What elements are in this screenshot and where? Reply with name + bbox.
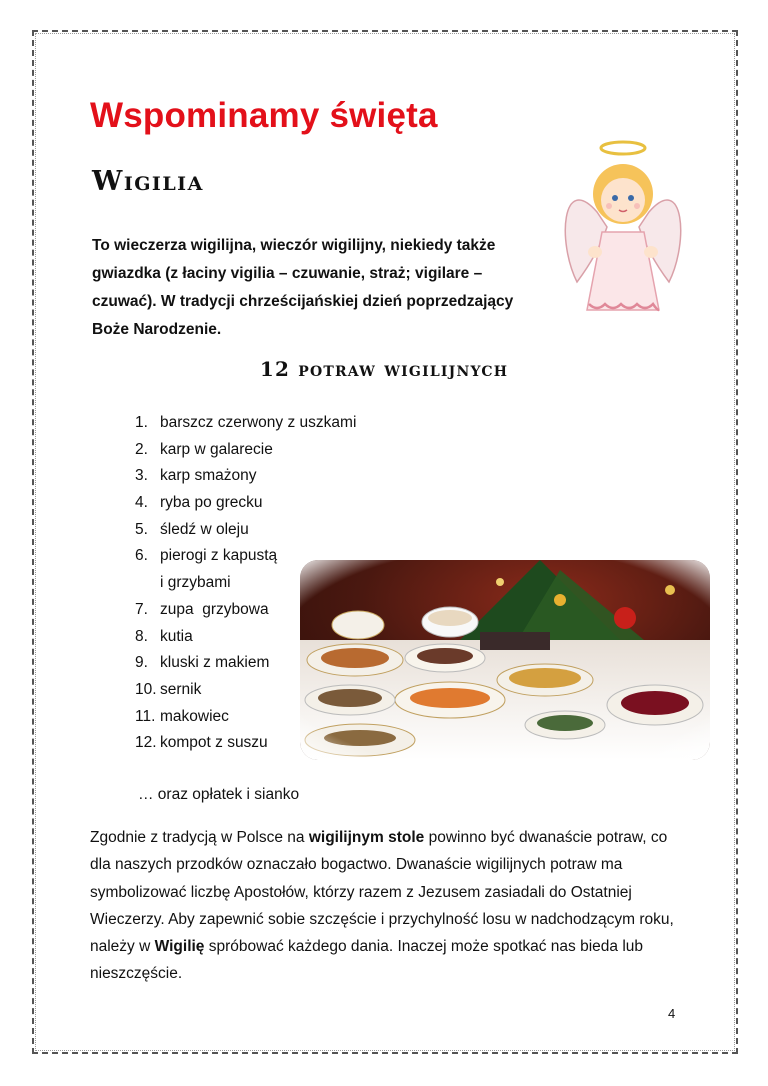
item-text: karp w galarecie bbox=[160, 440, 273, 458]
item-text: kompot z suszu bbox=[160, 734, 268, 752]
list-item bbox=[135, 463, 356, 490]
item-text: makowiec bbox=[160, 707, 229, 725]
intro-line: gwiazdka (z łaciny vigilia – czuwanie, straż; vigilare – bbox=[92, 265, 483, 282]
paragraph-bold: Wigilię bbox=[154, 938, 205, 956]
intro-line: To wieczerza wigilijna, wieczór wigilijny, niekiedy także bbox=[92, 237, 496, 254]
christmas-eve-table-photo bbox=[300, 560, 710, 760]
dishes-heading: 12 potraw wigilijnych bbox=[259, 357, 509, 381]
paragraph-text: powinno być dwanaście potraw, co dla naszych przodków oznaczało bogactwo. Dwanaście wigilijnych potraw ma symbolizować liczbę Apostołów, którzy razem z Jezusem zasiadali do Ostatniej Wieczerzy. Aby zapewnić sobie szczęście i przychylność losu w nadchodzącym roku, należy w bbox=[90, 829, 674, 956]
paragraph-bold: wigilijnym stole bbox=[308, 829, 425, 846]
extra-note: … oraz opłatek i sianko bbox=[138, 786, 300, 803]
paragraph-text: spróbować każdego dania. Inaczej może spotkać nas bieda lub nieszczęście. bbox=[90, 938, 644, 983]
item-text: barszcz czerwony z uszkami bbox=[160, 414, 357, 431]
item-text: pierogi z kapustą bbox=[160, 547, 278, 565]
list-item bbox=[135, 437, 356, 464]
item-text: kutia bbox=[160, 627, 193, 645]
item-number: 9. bbox=[135, 654, 148, 672]
item-text: sernik bbox=[160, 680, 202, 698]
item-number: 1. bbox=[135, 414, 148, 431]
item-number: 10. bbox=[135, 680, 157, 698]
item-number: 5. bbox=[135, 520, 148, 538]
intro-line: czuwać). W tradycji chrześcijańskiej dzień poprzedzający bbox=[92, 293, 514, 310]
angel-illustration bbox=[557, 132, 689, 316]
item-text: śledź w oleju bbox=[160, 520, 249, 538]
list-item bbox=[135, 490, 356, 517]
item-text: karp smażony bbox=[160, 467, 257, 485]
item-number: 11. bbox=[135, 707, 156, 725]
intro-line: Boże Narodzenie. bbox=[92, 321, 222, 338]
paragraph-text: Zgodnie z tradycją w Polsce na bbox=[90, 829, 309, 846]
page-number: 4 bbox=[668, 1006, 676, 1021]
item-number: 2. bbox=[135, 440, 148, 458]
item-text: ryba po grecku bbox=[160, 494, 263, 512]
item-text: kluski z makiem bbox=[160, 654, 270, 672]
list-item bbox=[135, 517, 356, 544]
intro-paragraph bbox=[92, 232, 532, 344]
tradition-paragraph bbox=[90, 824, 690, 988]
item-text: zupa grzybowa bbox=[160, 600, 269, 618]
item-number: 8. bbox=[135, 627, 148, 645]
item-number: 7. bbox=[135, 600, 148, 618]
item-number: 4. bbox=[135, 494, 148, 512]
list-item bbox=[135, 410, 356, 437]
item-number: 6. bbox=[135, 547, 148, 565]
page-title: Wspominamy święta bbox=[90, 96, 438, 135]
item-number: 12. bbox=[135, 734, 157, 752]
item-number: 3. bbox=[135, 467, 148, 485]
list-item-continuation: i grzybami bbox=[160, 574, 231, 592]
section-heading: Wigilia bbox=[92, 166, 204, 197]
